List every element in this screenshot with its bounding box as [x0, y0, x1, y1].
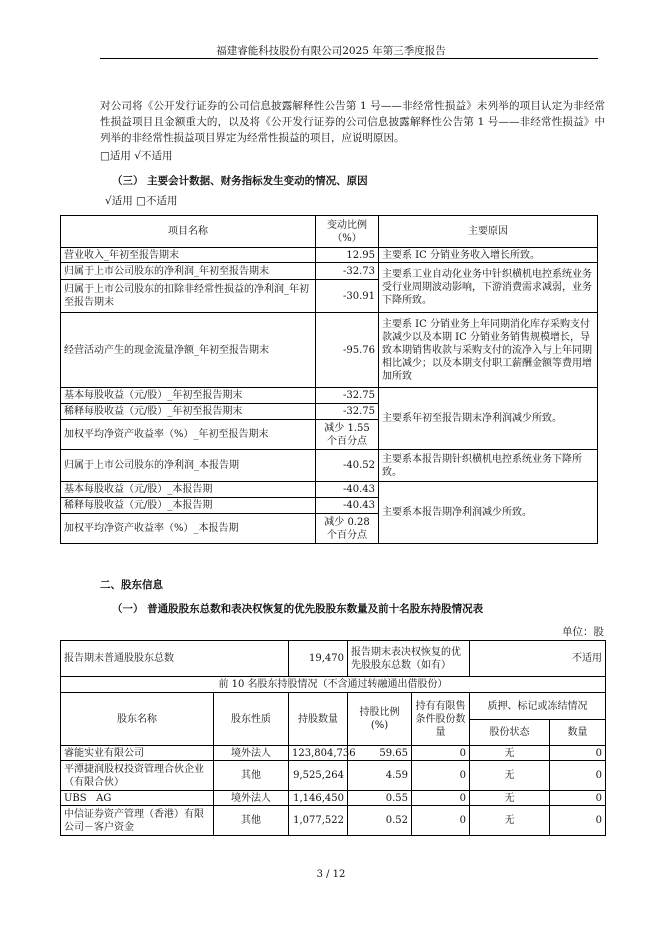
row-ratio: -40.52: [316, 450, 379, 482]
shareholder-name: 睿能实业有限公司: [61, 746, 214, 761]
shareholder-status: 无: [470, 806, 550, 836]
shareholder-name: 平潭捷润股权投资管理合伙企业（有限合伙）: [61, 761, 214, 791]
row-ratio: 减少 1.55 个百分点: [316, 420, 379, 450]
shareholder-shares: 1,146,450: [289, 791, 348, 806]
shareholder-status: 无: [470, 761, 550, 791]
total-shareholders-value: 19,470: [289, 641, 348, 677]
total-shareholders-label: 报告期末普通股股东总数: [61, 641, 289, 677]
header-pledge: 质押、标记或冻结情况: [470, 693, 606, 720]
row-item: 加权平均净资产收益率（%）_本报告期: [61, 514, 316, 544]
section3-options: √适用 □不适用: [105, 195, 178, 207]
shareholder-count: 0: [550, 791, 606, 806]
page-header-title: 福建睿能科技股份有限公司2025 年第三季度报告: [216, 45, 446, 57]
row-reason: 主要系 IC 分销业务收入增长所致。: [379, 248, 598, 263]
row-item: 加权平均净资产收益率（%）_年初至报告期末: [61, 420, 316, 450]
shareholder-restricted: 0: [412, 806, 470, 836]
shareholder-table: [60, 640, 606, 836]
row-ratio: -95.76: [316, 313, 379, 388]
shareholder-shares: 123,804,736: [289, 746, 348, 761]
shareholder-ratio: 0.55: [348, 791, 412, 806]
row-reason: 主要系 IC 分销业务上年同期消化库存采购支付款减少以及本期 IC 分销业务销售规模增长，导致本期销售收款与采购支付的流净入与上年同期相比减少；以及本期支付职工薪酬金额等费用增加所致: [379, 313, 598, 388]
header-rule: [100, 58, 598, 59]
row-ratio: -32.75: [316, 388, 379, 404]
section2-title: 二、股东信息: [100, 579, 163, 591]
row-item: 基本每股收益（元/股）_年初至报告期末: [61, 388, 316, 404]
shareholder-nature: 其他: [214, 806, 289, 836]
shareholder-ratio: 4.59: [348, 761, 412, 791]
shareholder-nature: 其他: [214, 761, 289, 791]
row-ratio: -32.73: [316, 263, 379, 280]
header-nature: 股东性质: [214, 693, 289, 746]
header-ratio: 变动比例（%）: [316, 216, 379, 248]
shareholder-name: 中信证券资产管理（香港）有限公司－客户资金: [61, 806, 214, 836]
row-item: 营业收入_年初至报告期末: [61, 248, 316, 263]
row-ratio: -30.91: [316, 280, 379, 313]
header-name: 股东名称: [61, 693, 214, 746]
intro-paragraph: 对公司将《公开发行证券的公司信息披露解释性公告第 1 号——非经常性损益》未列举的项目认定为非经常性损益项目且金额重大的，以及将《公开发行证券的公司信息披露解释性公告第 1 号——非经常性损益》中列举的非经常性损益项目界定为经常性损益的项目，应说明原因。: [100, 100, 605, 144]
row-reason: 主要系本报告期净利润减少所致。: [379, 482, 598, 544]
row-item: 基本每股收益（元/股）_本报告期: [61, 482, 316, 498]
header-status: 股份状态: [470, 720, 550, 746]
row-reason: 主要系工业自动化业务中针织横机电控系统业务受行业周期波动影响，下游消费需求减弱，业务下降所致。: [379, 263, 598, 313]
row-reason: 主要系本报告期针织横机电控系统业务下降所致。: [379, 450, 598, 482]
shareholder-ratio: 59.65: [348, 746, 412, 761]
header-shares: 持股数量: [289, 693, 348, 746]
shareholder-count: 0: [550, 806, 606, 836]
shareholder-ratio: 0.52: [348, 806, 412, 836]
row-ratio: -40.43: [316, 482, 379, 498]
shareholder-shares: 9,525,264: [289, 761, 348, 791]
row-ratio: 12.95: [316, 248, 379, 263]
row-item: 稀释每股收益（元/股）_年初至报告期末: [61, 404, 316, 420]
shareholder-count: 0: [550, 761, 606, 791]
row-ratio: -32.75: [316, 404, 379, 420]
shareholder-restricted: 0: [412, 746, 470, 761]
row-item: 归属于上市公司股东的扣除非经常性损益的净利润_年初至报告期末: [61, 280, 316, 313]
top10-caption: 前 10 名股东持股情况（不含通过转融通出借股份）: [61, 677, 606, 693]
unit-label: 单位：股: [562, 626, 604, 638]
shareholder-status: 无: [470, 746, 550, 761]
row-ratio: -40.43: [316, 498, 379, 514]
row-reason: 主要系年初至报告期末净利润减少所致。: [379, 388, 598, 450]
preferred-shareholders-value: 不适用: [470, 641, 606, 677]
preferred-shareholders-label: 报告期末表决权恢复的优先股股东总数（如有）: [348, 641, 470, 677]
shareholder-nature: 境外法人: [214, 791, 289, 806]
row-item: 经营活动产生的现金流量净额_年初至报告期末: [61, 313, 316, 388]
shareholder-nature: 境外法人: [214, 746, 289, 761]
financial-change-table: [60, 215, 598, 544]
header-reason: 主要原因: [379, 216, 598, 248]
page-number: 3 / 12: [316, 869, 346, 880]
intro-options: □适用 √不适用: [100, 150, 173, 162]
shareholder-shares: 1,077,522: [289, 806, 348, 836]
row-item: 归属于上市公司股东的净利润_年初至报告期末: [61, 263, 316, 280]
row-ratio: 减少 0.28 个百分点: [316, 514, 379, 544]
shareholder-restricted: 0: [412, 791, 470, 806]
shareholder-restricted: 0: [412, 761, 470, 791]
row-item: 稀释每股收益（元/股）_本报告期: [61, 498, 316, 514]
shareholder-name: UBS AG: [61, 791, 214, 806]
row-item: 归属于上市公司股东的净利润_本报告期: [61, 450, 316, 482]
header-ratio: 持股比例(%): [348, 693, 412, 746]
header-count: 数量: [550, 720, 606, 746]
header-restricted: 持有有限售条件股份数量: [412, 693, 470, 746]
shareholder-status: 无: [470, 791, 550, 806]
shareholder-count: 0: [550, 746, 606, 761]
section3-title: （三） 主要会计数据、财务指标发生变动的情况、原因: [112, 175, 368, 187]
header-item: 项目名称: [61, 216, 316, 248]
shareholder-table-title: （一） 普通股股东总数和表决权恢复的优先股股东数量及前十名股东持股情况表: [112, 603, 484, 615]
